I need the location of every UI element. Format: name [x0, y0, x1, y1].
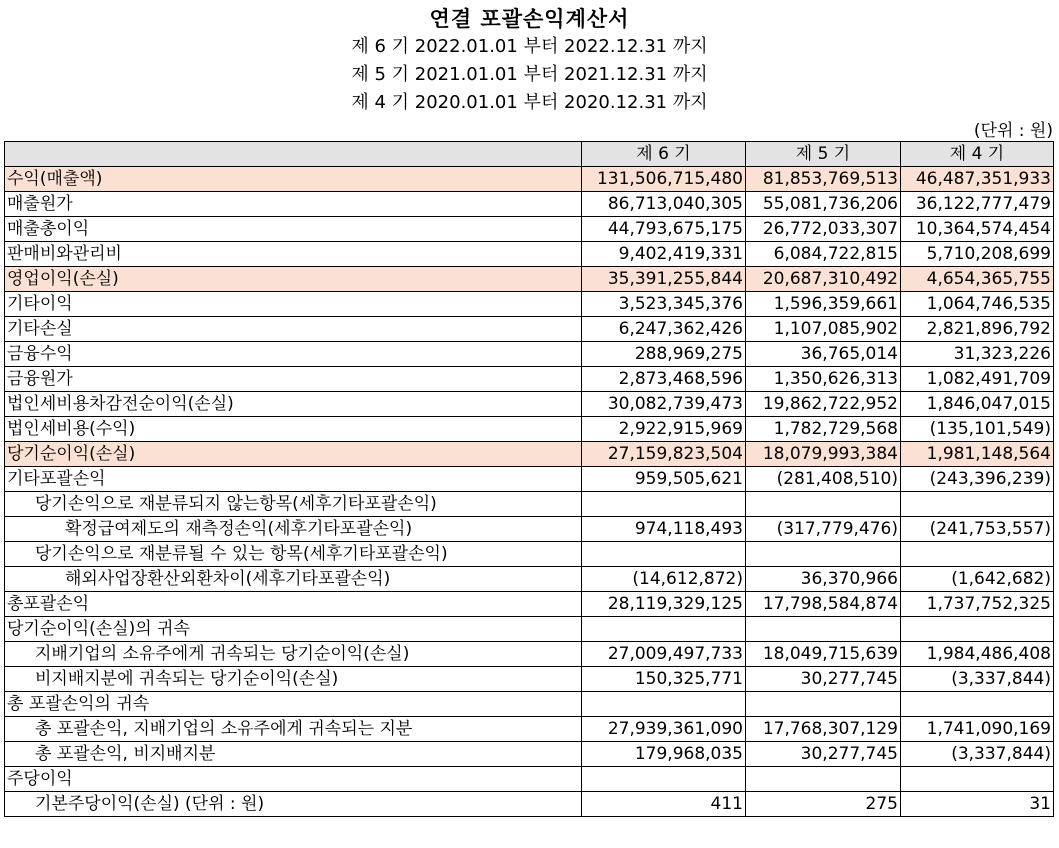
- table-row: [5, 167, 1054, 192]
- value-period-4: 5,710,208,699: [901, 242, 1054, 267]
- unit-label: (단위 : 원): [973, 121, 1053, 141]
- value-period-5: 30,277,745: [746, 742, 901, 767]
- row-label: 기타손실: [5, 317, 582, 342]
- table-row: [5, 542, 1054, 567]
- header-period-5: 제 5 기: [746, 142, 901, 167]
- table-row: [5, 617, 1054, 642]
- value-period-5: [746, 767, 901, 792]
- table-row: [5, 642, 1054, 667]
- value-period-5: 1,350,626,313: [746, 367, 901, 392]
- value-period-6: [582, 692, 746, 717]
- table-row: [5, 292, 1054, 317]
- row-label: 당기순이익(손실): [5, 442, 582, 467]
- value-period-4: (243,396,239): [901, 467, 1054, 492]
- row-label: 비지배지분에 귀속되는 당기순이익(손실): [5, 667, 582, 692]
- value-period-6: 3,523,345,376: [582, 292, 746, 317]
- table-row: [5, 792, 1054, 817]
- value-period-5: 17,768,307,129: [746, 717, 901, 742]
- period-4: 제 4 기 2020.01.01 부터 2020.12.31 까지: [351, 92, 708, 113]
- value-period-4: (241,753,557): [901, 517, 1054, 542]
- row-label: 판매비와관리비: [5, 242, 582, 267]
- value-period-6: [582, 767, 746, 792]
- value-period-4: 36,122,777,479: [901, 192, 1054, 217]
- value-period-5: [746, 617, 901, 642]
- value-period-5: 1,596,359,661: [746, 292, 901, 317]
- value-period-5: [746, 542, 901, 567]
- table-row: [5, 592, 1054, 617]
- value-period-5: [746, 492, 901, 517]
- table-row: [5, 667, 1054, 692]
- row-label: 당기손익으로 재분류될 수 있는 항목(세후기타포괄손익): [5, 542, 582, 567]
- row-label: 지배기업의 소유주에게 귀속되는 당기순이익(손실): [5, 642, 582, 667]
- value-period-6: [582, 492, 746, 517]
- value-period-5: 20,687,310,492: [746, 267, 901, 292]
- income-statement-table: [4, 141, 1054, 817]
- value-period-5: 36,765,014: [746, 342, 901, 367]
- value-period-4: 46,487,351,933: [901, 167, 1054, 192]
- table-row: [5, 517, 1054, 542]
- value-period-4: 31,323,226: [901, 342, 1054, 367]
- value-period-4: (3,337,844): [901, 667, 1054, 692]
- value-period-4: (1,642,682): [901, 567, 1054, 592]
- row-label: 영업이익(손실): [5, 267, 582, 292]
- value-period-6: 9,402,419,331: [582, 242, 746, 267]
- value-period-6: 28,119,329,125: [582, 592, 746, 617]
- table-row: [5, 567, 1054, 592]
- header-period-4: 제 4 기: [901, 142, 1054, 167]
- value-period-6: 44,793,675,175: [582, 217, 746, 242]
- value-period-6: 2,922,915,969: [582, 417, 746, 442]
- value-period-6: 6,247,362,426: [582, 317, 746, 342]
- value-period-4: (3,337,844): [901, 742, 1054, 767]
- value-period-5: 275: [746, 792, 901, 817]
- value-period-5: 26,772,033,307: [746, 217, 901, 242]
- value-period-4: [901, 542, 1054, 567]
- value-period-5: (317,779,476): [746, 517, 901, 542]
- value-period-5: [746, 692, 901, 717]
- table-row: [5, 317, 1054, 342]
- value-period-6: 131,506,715,480: [582, 167, 746, 192]
- value-period-4: 1,984,486,408: [901, 642, 1054, 667]
- value-period-5: 1,107,085,902: [746, 317, 901, 342]
- table-row: [5, 342, 1054, 367]
- value-period-6: [582, 542, 746, 567]
- row-label: 매출원가: [5, 192, 582, 217]
- value-period-5: (281,408,510): [746, 467, 901, 492]
- row-label: 기본주당이익(손실) (단위 : 원): [5, 792, 582, 817]
- value-period-4: [901, 692, 1054, 717]
- value-period-6: 2,873,468,596: [582, 367, 746, 392]
- row-label: 수익(매출액): [5, 167, 582, 192]
- table-row: [5, 692, 1054, 717]
- table-row: [5, 267, 1054, 292]
- value-period-6: 179,968,035: [582, 742, 746, 767]
- value-period-4: [901, 767, 1054, 792]
- value-period-4: (135,101,549): [901, 417, 1054, 442]
- value-period-6: 959,505,621: [582, 467, 746, 492]
- table-row: [5, 367, 1054, 392]
- value-period-4: 1,737,752,325: [901, 592, 1054, 617]
- row-label: 법인세비용차감전순이익(손실): [5, 392, 582, 417]
- row-label: 확정급여제도의 재측정손익(세후기타포괄손익): [5, 517, 582, 542]
- table-row: [5, 417, 1054, 442]
- value-period-5: 17,798,584,874: [746, 592, 901, 617]
- value-period-4: 10,364,574,454: [901, 217, 1054, 242]
- value-period-4: 1,082,491,709: [901, 367, 1054, 392]
- table-row: [5, 767, 1054, 792]
- value-period-6: 86,713,040,305: [582, 192, 746, 217]
- row-label: 당기순이익(손실)의 귀속: [5, 617, 582, 642]
- table-row: [5, 717, 1054, 742]
- value-period-5: 6,084,722,815: [746, 242, 901, 267]
- table-row: [5, 492, 1054, 517]
- period-5: 제 5 기 2021.01.01 부터 2021.12.31 까지: [351, 64, 708, 85]
- value-period-4: 1,981,148,564: [901, 442, 1054, 467]
- value-period-5: 18,079,993,384: [746, 442, 901, 467]
- value-period-6: (14,612,872): [582, 567, 746, 592]
- value-period-5: 30,277,745: [746, 667, 901, 692]
- table-row: [5, 392, 1054, 417]
- table-row: [5, 217, 1054, 242]
- row-label: 해외사업장환산외환차이(세후기타포괄손익): [5, 567, 582, 592]
- value-period-4: 1,741,090,169: [901, 717, 1054, 742]
- table-row: [5, 242, 1054, 267]
- row-label: 총 포괄손익, 비지배지분: [5, 742, 582, 767]
- value-period-6: [582, 617, 746, 642]
- row-label: 주당이익: [5, 767, 582, 792]
- value-period-4: 2,821,896,792: [901, 317, 1054, 342]
- row-label: 기타포괄손익: [5, 467, 582, 492]
- value-period-4: 31: [901, 792, 1054, 817]
- statement-title: 연결 포괄손익계산서: [429, 7, 630, 31]
- row-label: 매출총이익: [5, 217, 582, 242]
- row-label: 금융원가: [5, 367, 582, 392]
- row-label: 금융수익: [5, 342, 582, 367]
- value-period-4: 1,064,746,535: [901, 292, 1054, 317]
- value-period-4: 1,846,047,015: [901, 392, 1054, 417]
- value-period-5: 18,049,715,639: [746, 642, 901, 667]
- value-period-6: 288,969,275: [582, 342, 746, 367]
- value-period-4: [901, 617, 1054, 642]
- value-period-6: 27,009,497,733: [582, 642, 746, 667]
- row-label: 당기손익으로 재분류되지 않는항목(세후기타포괄손익): [5, 492, 582, 517]
- header-period-6: 제 6 기: [582, 142, 746, 167]
- header-row: [5, 142, 1054, 167]
- table-row: [5, 742, 1054, 767]
- table-row: [5, 442, 1054, 467]
- value-period-6: 30,082,739,473: [582, 392, 746, 417]
- value-period-6: 27,939,361,090: [582, 717, 746, 742]
- value-period-6: 35,391,255,844: [582, 267, 746, 292]
- row-label: 법인세비용(수익): [5, 417, 582, 442]
- value-period-5: 19,862,722,952: [746, 392, 901, 417]
- row-label: 총 포괄손익, 지배기업의 소유주에게 귀속되는 지분: [5, 717, 582, 742]
- value-period-6: 27,159,823,504: [582, 442, 746, 467]
- value-period-6: 974,118,493: [582, 517, 746, 542]
- row-label: 총 포괄손익의 귀속: [5, 692, 582, 717]
- value-period-4: 4,654,365,755: [901, 267, 1054, 292]
- header-blank: [5, 142, 582, 167]
- row-label: 기타이익: [5, 292, 582, 317]
- value-period-6: 411: [582, 792, 746, 817]
- row-label: 총포괄손익: [5, 592, 582, 617]
- value-period-5: 55,081,736,206: [746, 192, 901, 217]
- value-period-6: 150,325,771: [582, 667, 746, 692]
- value-period-5: 1,782,729,568: [746, 417, 901, 442]
- value-period-4: [901, 492, 1054, 517]
- period-6: 제 6 기 2022.01.01 부터 2022.12.31 까지: [351, 36, 708, 57]
- table-row: [5, 467, 1054, 492]
- table-row: [5, 192, 1054, 217]
- value-period-5: 81,853,769,513: [746, 167, 901, 192]
- value-period-5: 36,370,966: [746, 567, 901, 592]
